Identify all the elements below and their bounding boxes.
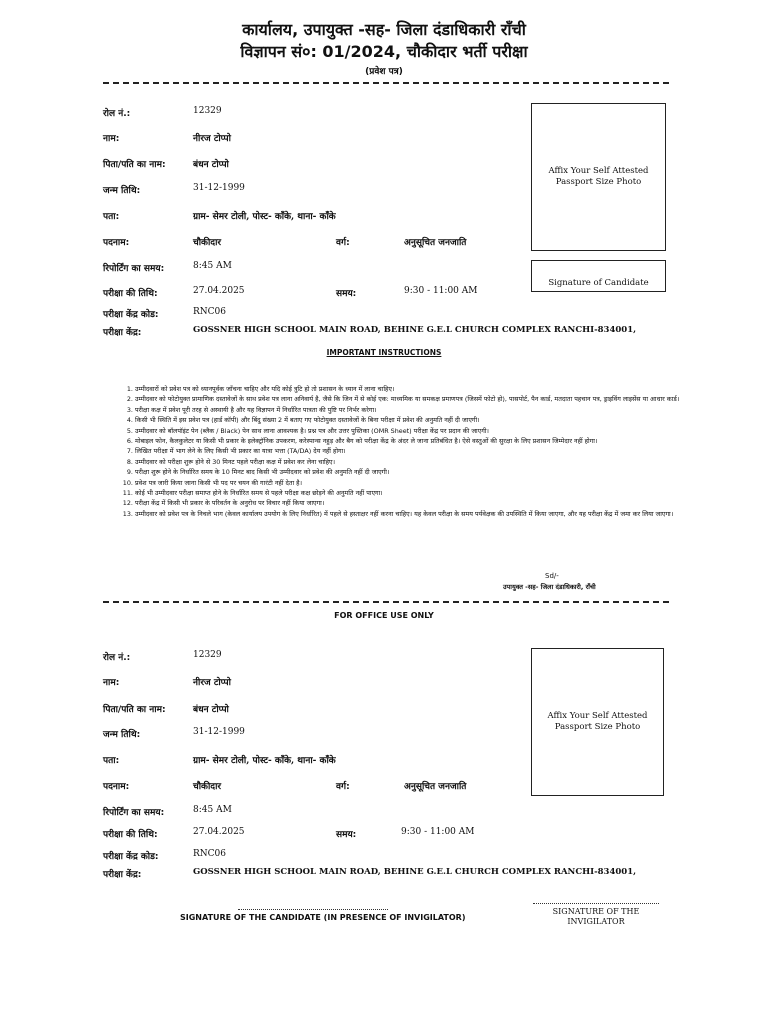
roll-label: रोल नं.: (103, 653, 131, 663)
signature-line (533, 903, 659, 904)
instruction-item: 9. परीक्षा शुरू होने के निर्धारित समय के 10 मिनट बाद किसी भी उम्मीदवार को प्रवेश की अनुमति नहीं दी जाएगी। (135, 467, 680, 477)
centre-label: परीक्षा केंद्र: (103, 870, 142, 880)
category-value: अनुसूचित जनजाति (404, 782, 467, 792)
address-value: ग्राम- सेमर टोली, पोस्ट- काँके, थाना- काँके (193, 212, 336, 222)
advertisement-title: विज्ञापन सं०: 01/2024, चौकीदार भर्ती परीक्षा (240, 42, 528, 61)
dashed-separator (103, 601, 669, 603)
office-use-heading: FOR OFFICE USE ONLY (334, 611, 434, 620)
instruction-item: 5. उम्मीदवार को बॉलपॉइंट पेन (ब्लैक / Black) पेन साथ लाना आवश्यक है। प्रश्न पत्र और उत्तर पुस्तिका (OMR Sheet) परीक्षा केंद्र पर प्रदान की जाएगी। (135, 426, 680, 436)
instruction-item: 11. कोई भी उम्मीदवार परीक्षा समाप्त होने के निर्धारित समय से पहले परीक्षा कक्ष छोड़ने की अनुमति नहीं पाएगा। (135, 488, 680, 498)
address-value: ग्राम- सेमर टोली, पोस्ट- काँके, थाना- काँके (193, 756, 336, 766)
father-label: पिता/पति का नाम: (103, 705, 166, 715)
instructions-title: IMPORTANT INSTRUCTIONS (326, 348, 442, 357)
centre-value: GOSSNER HIGH SCHOOL MAIN ROAD, BEHINE G.E.L CHURCH COMPLEX RANCHI-834001, (193, 325, 637, 335)
instruction-item: 12. परीक्षा केंद्र में किसी भी प्रकार के परिवर्तन के अनुरोध पर विचार नहीं किया जाएगा। (135, 498, 680, 508)
name-label: नाम: (103, 678, 120, 688)
category-label: वर्ग: (336, 782, 350, 792)
roll-value: 12329 (193, 650, 222, 660)
instruction-item: 3. परीक्षा कक्ष में प्रवेश पूरी तरह से अस्थायी है और यह विज्ञापन में निर्धारित पात्रता की पुष्टि पर निर्भर करेगा। (135, 405, 680, 415)
dob-label: जन्म तिथि: (103, 730, 141, 740)
centre-value: GOSSNER HIGH SCHOOL MAIN ROAD, BEHINE G.E.L CHURCH COMPLEX RANCHI-834001, (193, 867, 637, 877)
instruction-item: 1. उम्मीदवारों को प्रवेश पत्र को ध्यानपूर्वक जाँचना चाहिए और यदि कोई त्रुटि हो तो प्रशासन के ध्यान में लाना चाहिए। (135, 384, 680, 394)
centre-code-value: RNC06 (193, 849, 226, 859)
instruction-item: 10. प्रवेश पत्र जारी किया जाना किसी भी पद पर चयन की गारंटी नहीं देता है। (135, 478, 680, 488)
dob-label: जन्म तिथि: (103, 186, 141, 196)
name-label: नाम: (103, 134, 120, 144)
time-label: समय: (336, 289, 357, 299)
photo-box (531, 103, 666, 251)
father-label: पिता/पति का नाम: (103, 160, 166, 170)
centre-code-label: परीक्षा केंद्र कोड: (103, 852, 159, 862)
signatory-designation: उपायुक्त -सह- जिला दंडाधिकारी, राँची (503, 583, 596, 591)
centre-code-value: RNC06 (193, 307, 226, 317)
centre-label: परीक्षा केंद्र: (103, 328, 142, 338)
instruction-item: 2. उम्मीदवार को फोटोयुक्त प्रामाणिक दस्तावेजों के साथ प्रवेश पत्र लाना अनिवार्य है, जैसे कि जिन में से कोई एक: माध्यमिक या समकक्ष प्रमाणपत्र (जिसमें फोटो हो), पासपोर्ट, पैन कार्ड, मतदाता पहचान पत्र, ड्राइविंग लाइसेंस या आधार कार्ड। (135, 394, 680, 404)
instruction-item: 6. मोबाइल फोन, कैलकुलेटर या किसी भी प्रकार के इलेक्ट्रॉनिक उपकरण, करेस्पान्स नहुड़ और बैग को परीक्षा केंद्र के अंदर ले जाना प्रतिबंधित है। ऐसे वस्तुओं की सुरक्षा के लिए प्रशासन जिम्मेदार नहीं होगा। (135, 436, 680, 446)
signature-line (238, 909, 388, 910)
roll-label: रोल नं.: (103, 109, 131, 119)
invigilator-signature-label: SIGNATURE OF THE INVIGILATOR (552, 907, 640, 926)
time-label: समय: (336, 830, 357, 840)
photo-instruction: Affix Your Self Attested Passport Size Photo (548, 166, 649, 187)
roll-value: 12329 (193, 106, 222, 116)
sd-mark: Sd/- (545, 572, 559, 580)
instructions-list (123, 384, 680, 519)
centre-code-label: परीक्षा केंद्र कोड: (103, 310, 159, 320)
dashed-separator (103, 82, 669, 84)
dob-value: 31-12-1999 (193, 183, 245, 193)
dob-value: 31-12-1999 (193, 727, 245, 737)
post-value: चौकीदार (193, 238, 222, 248)
post-label: पदनाम: (103, 782, 130, 792)
exam-date-value: 27.04.2025 (193, 827, 245, 837)
name-value: नीरज टोप्पो (193, 134, 231, 144)
time-value: 9:30 - 11:00 AM (404, 286, 478, 296)
category-label: वर्ग: (336, 238, 350, 248)
reporting-value: 8:45 AM (193, 805, 232, 815)
instruction-item: 13. उम्मीदवार को प्रवेश पत्र के निचले भाग (केवल कार्यालय उपयोग के लिए निर्धारित) में पहले से हस्ताक्षर नहीं करना चाहिए। यह केवल परीक्षा के समय पर्यवेक्षक की उपस्थिति में किया जाएगा, और यह परीक्षा केंद्र में जमा कर लिया जाएगा। (135, 509, 680, 519)
exam-date-label: परीक्षा की तिथि: (103, 830, 158, 840)
post-label: पदनाम: (103, 238, 130, 248)
signature-box-label: Signature of Candidate (548, 278, 649, 288)
office-title: कार्यालय, उपायुक्त -सह- जिला दंडाधिकारी राँची (242, 20, 526, 39)
photo-box (531, 648, 664, 796)
post-value: चौकीदार (193, 782, 222, 792)
address-label: पता: (103, 212, 120, 222)
father-value: बंधन टोप्पो (193, 705, 229, 715)
instruction-item: 7. लिखित परीक्षा में भाग लेने के लिए किसी भी प्रकार का यात्रा भत्ता (TA/DA) देय नहीं होगा। (135, 446, 680, 456)
reporting-label: रिपोर्टिंग का समय: (103, 808, 165, 818)
admit-card-label: (प्रवेश पत्र) (365, 67, 403, 77)
instruction-item: 8. उम्मीदवार को परीक्षा शुरू होने से 30 मिनट पहले परीक्षा कक्ष में प्रवेश कर लेना चाहिए। (135, 457, 680, 467)
photo-instruction: Affix Your Self Attested Passport Size Photo (547, 711, 648, 732)
exam-date-label: परीक्षा की तिथि: (103, 289, 158, 299)
category-value: अनुसूचित जनजाति (404, 238, 467, 248)
name-value: नीरज टोप्पो (193, 678, 231, 688)
candidate-signature-label: SIGNATURE OF THE CANDIDATE (IN PRESENCE OF INVIGILATOR) (180, 913, 466, 922)
father-value: बंधन टोप्पो (193, 160, 229, 170)
candidate-signature-box (531, 260, 666, 292)
time-value: 9:30 - 11:00 AM (401, 827, 475, 837)
address-label: पता: (103, 756, 120, 766)
exam-date-value: 27.04.2025 (193, 286, 245, 296)
reporting-label: रिपोर्टिंग का समय: (103, 264, 165, 274)
reporting-value: 8:45 AM (193, 261, 232, 271)
instruction-item: 4. किसी भी स्थिति में इस प्रवेश पत्र (हार्ड कॉपी) और बिंदु संख्या 2 में बताए गए फोटोयुक्त दस्तावेजों के बिना परीक्षा में प्रवेश की अनुमति नहीं दी जाएगी। (135, 415, 680, 425)
